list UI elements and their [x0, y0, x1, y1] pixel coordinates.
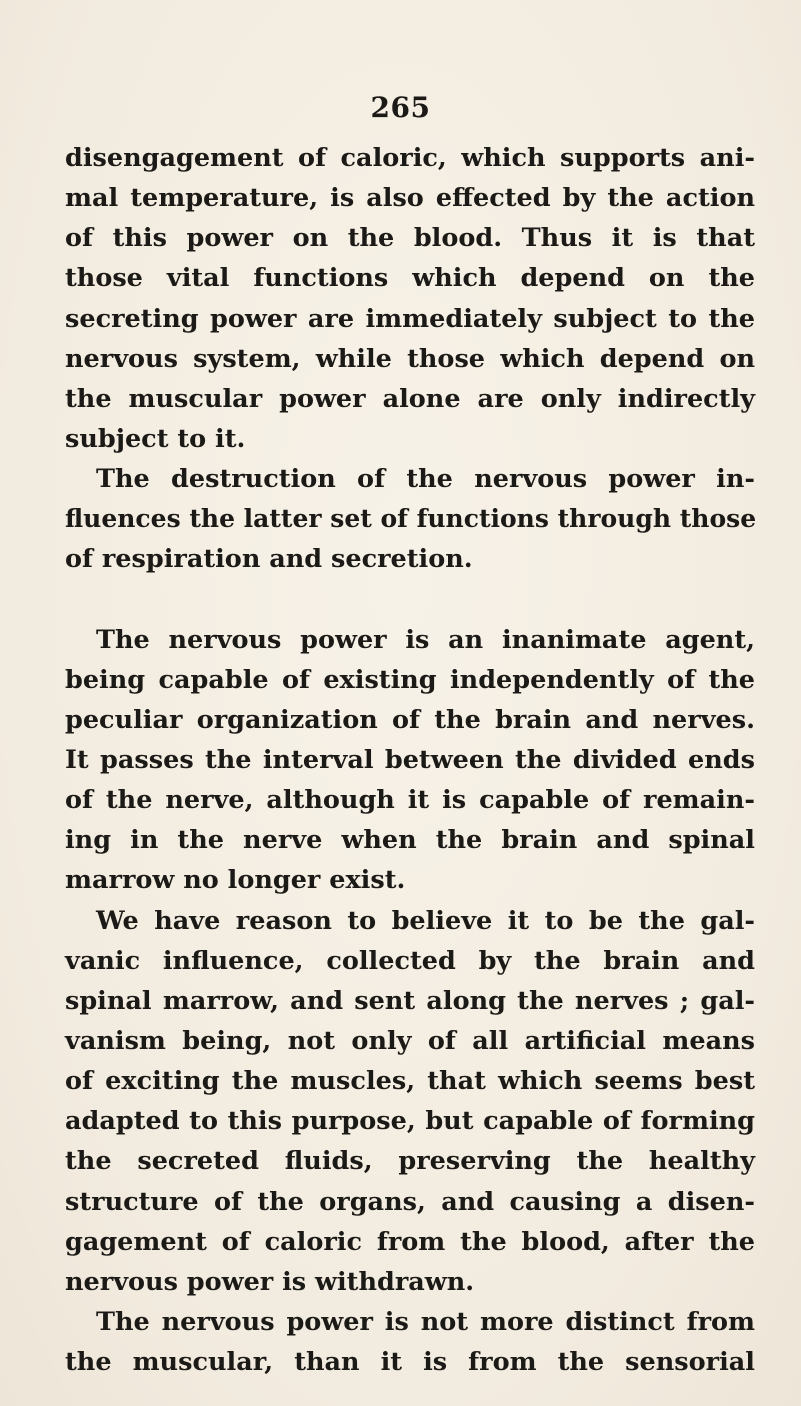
- text-line: those vital functions which depend on the: [65, 263, 755, 294]
- text-line: of exciting the muscles, that which seems best: [65, 1066, 755, 1097]
- text-line: nervous power is withdrawn.: [65, 1266, 475, 1297]
- text-line: of respiration and secretion.: [65, 544, 473, 575]
- text-line: being capable of existing independently of the: [65, 664, 755, 695]
- text-line: The destruction of the nervous power in-: [96, 464, 755, 495]
- text-line: vanism being, not only of all artificial means: [65, 1025, 755, 1056]
- text-line: vanic influence, collected by the brain and: [65, 945, 755, 976]
- text-line: The nervous power is an inanimate agent,: [96, 624, 755, 655]
- page-number: 265: [370, 91, 431, 124]
- body-text: [65, 138, 755, 1382]
- text-line: mal temperature, is also effected by the action: [65, 183, 755, 214]
- text-line: The nervous power is not more distinct from: [96, 1306, 755, 1337]
- text-line: subject to it.: [65, 423, 246, 454]
- paragraph-gap: [65, 580, 755, 620]
- text-line: fluences the latter set of functions through those: [65, 504, 757, 534]
- text-line: ing in the nerve when the brain and spinal: [65, 825, 755, 856]
- text-line: marrow no longer exist.: [65, 865, 406, 896]
- text-line: secreting power are immediately subject to the: [65, 303, 755, 334]
- text-line: We have reason to believe it to be the gal-: [96, 905, 755, 936]
- text-line: the secreted fluids, preserving the healthy: [65, 1146, 755, 1177]
- text-line: of this power on the blood. Thus it is that: [65, 223, 755, 254]
- text-line: disengagement of caloric, which supports ani-: [65, 143, 755, 173]
- text-line: peculiar organization of the brain and nerves.: [65, 704, 755, 735]
- text-line: structure of the organs, and causing a disen-: [65, 1186, 755, 1217]
- text-line: the muscular power alone are only indirectly: [65, 383, 755, 414]
- text-line: adapted to this purpose, but capable of forming: [65, 1106, 755, 1137]
- text-line: the muscular, than it is from the sensorial: [65, 1347, 755, 1378]
- text-line: of the nerve, although it is capable of remain-: [65, 785, 755, 816]
- text-line: It passes the interval between the divided ends: [65, 744, 755, 775]
- text-line: gagement of caloric from the blood, after the: [65, 1226, 755, 1257]
- text-line: nervous system, while those which depend on: [65, 343, 755, 374]
- text-line: spinal marrow, and sent along the nerves ; gal-: [65, 985, 755, 1016]
